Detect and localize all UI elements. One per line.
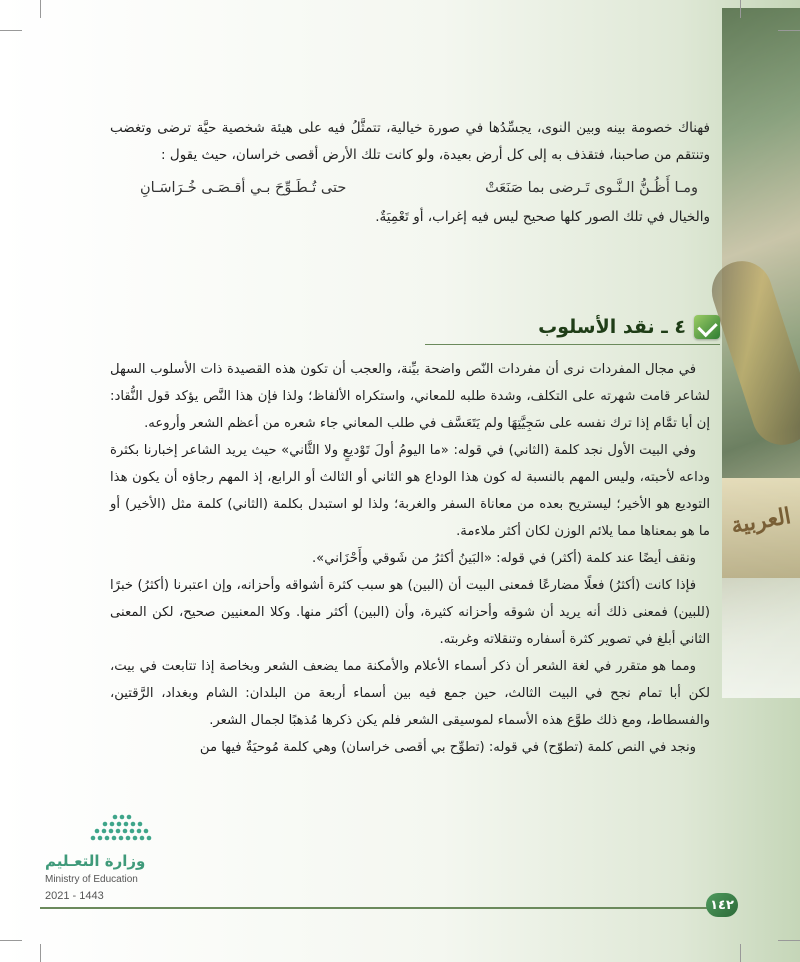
ministry-logo — [45, 808, 165, 908]
intro-text-block — [110, 115, 710, 231]
checkmark-icon — [694, 315, 720, 339]
paragraph: في مجال المفردات نرى أن مفردات النّص واضحة بيِّنة، والعجب أن تكون هذه القصيدة ذات الأسلوب السهل لشاعر قامت شهرته على التكلف، وشدة طلبه للمعاني، واستكراه الألفاظ؛ ولذا فإن هذا النَّص يؤكد قول النُّقاد: إن أبا تمَّام إذا ترك نفسه على سَجِيَّتِهَا ولم يَتَعَسَّف في طلب المعاني جاء شعره من أعظم الشعر وأروعه. — [110, 362, 710, 431]
page-number: ١٤٢ — [706, 893, 738, 917]
section-text-block — [110, 356, 710, 761]
ministry-name-arabic: وزارة التعـليم — [45, 852, 146, 870]
paragraph: ومما هو متقرر في لغة الشعر أن ذكر أسماء الأعلام والأمكنة مما يضعف الشعر وبخاصة إذا تتابعت في بيت، لكن أبا تمام نجح في البيت الثالث، حين جمع فيه بين أسماء أربعة من البلدان: الشام وبغداد، الرَّقتين، والفسطاط، ومع ذلك طوَّع هذه الأسماء لموسيقى الشعر فلم يكن ذكرها مُذهبًا لجمال الشعر. — [110, 659, 710, 728]
paragraph: والخيال في تلك الصور كلها صحيح ليس فيه إغراب، أو تَعْمِيَةٌ. — [375, 209, 710, 225]
paragraph: فإذا كانت (أكثرُ) فعلًا مضارعًا فمعنى البيت أن (البين) هو سبب كثرة أشواقه وأحزانه، وإن اعتبرنا (أكثرُ) خبرًا (للبين) فمعنى ذلك أنه يريد أن شوقه وأحزانه كثيرة، وأن (البين) أكثر منها. وكلا المعنيين صحيح، لكن المعنى الثاني أبلغ في تصوير كثرة أسفاره وتنقلاته وغربته. — [110, 578, 710, 647]
paragraph: ونقف أيضًا عند كلمة (أكثر) في قوله: «البَينُ أكثرُ من شَوقي وأَحْزَاني». — [311, 551, 696, 566]
poem-first-hemistich: ومـا أَظُـنُّ الـنَّـوى تَـرضى بما صَنَعَتْ — [485, 180, 698, 196]
logo-dots-icon — [85, 808, 155, 846]
paragraph: فهناك خصومة بينه وبين النوى، يجسِّدُها في صورة خيالية، تتمثَّلُ فيه على هيئة شخصية حيَّة ترضى وتغضب وتنتقم من صاحبنا، فتقذف به إلى كل أرض بعيدة، ولو كانت تلك الأرض أقصى خراسان، حيث يقول : — [110, 120, 710, 163]
book-cover-word: العربية — [729, 502, 793, 540]
footer-divider — [40, 907, 720, 909]
section-heading — [425, 310, 720, 345]
ministry-name-english: Ministry of Education — [45, 874, 138, 885]
crop-mark — [40, 944, 41, 962]
crop-mark — [0, 940, 22, 941]
edition-year: 2021 - 1443 — [45, 890, 104, 902]
paragraph: ونجد في النص كلمة (تطوّح) في قوله: (تطوِّح بي أقصى خراسان) وهي كلمة مُوحيَةٌ فيها من — [199, 740, 696, 755]
crop-mark — [778, 940, 800, 941]
decorative-image-strip — [722, 8, 800, 698]
section-title: ٤ ـ نقد الأسلوب — [538, 316, 686, 338]
poem-second-hemistich: حتى تُـطَـوِّحَ بـي أقـصَـى خُـرَاسَـانِ — [140, 180, 347, 196]
paragraph: وفي البيت الأول نجد كلمة (الثاني) في قوله: «ما اليومُ أولَ تَوْديعٍ ولا الثَّاني» حيث يريد الشاعر إخبارنا بكثرة وداعه لأحبته، وليس المهم بالنسبة له كون هذا الوداع هو الثاني أو الثالث أو الرابع، إذ المهم رجاؤه أن يكون هذا التوديع هو الأخير؛ ليستريح بعده من معاناة السفر والغربة؛ ولذا لو استبدل بكلمة (الثاني) كلمة مثل (الأخير) أو ما هو بمعناها مما يلائم الوزن لكان أكثر ملاءمة. — [110, 443, 710, 539]
crop-mark — [40, 0, 41, 18]
crop-mark — [0, 30, 22, 31]
crop-mark — [740, 944, 741, 962]
crop-mark — [740, 0, 741, 18]
poem-verse — [110, 175, 710, 202]
crop-mark — [778, 30, 800, 31]
